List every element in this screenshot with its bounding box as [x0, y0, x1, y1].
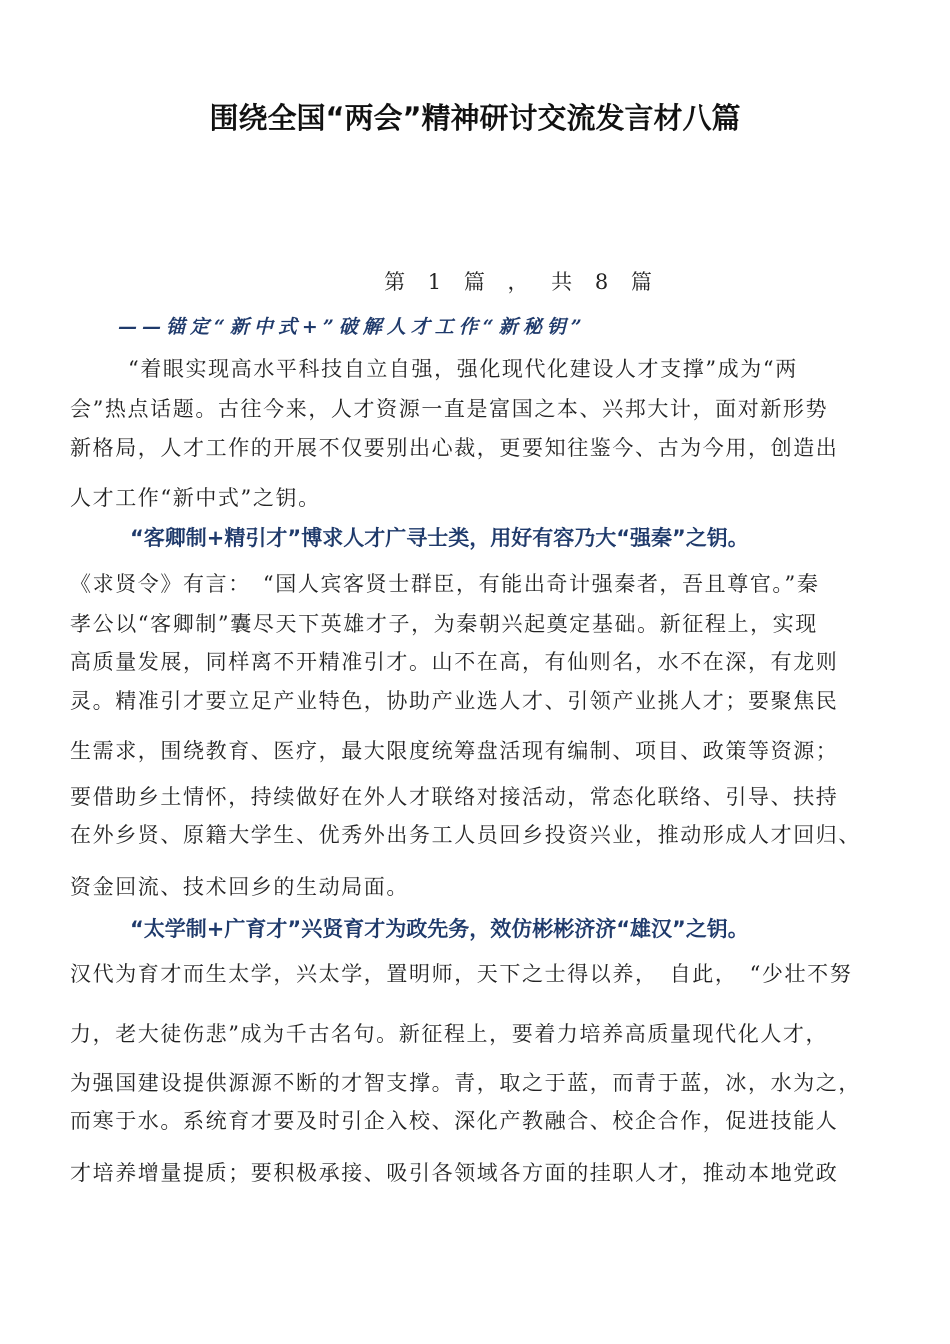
paragraph-line: 为强国建设提供源源不断的才智支撑。青，取之于蓝，而青于蓝，冰，水为之，: [70, 1071, 861, 1095]
paragraph-line: 《求贤令》有言： “国人宾客贤士群臣，有能出奇计强秦者，吾且尊官。”秦: [70, 572, 820, 596]
paragraph-line: 新格局，人才工作的开展不仅要别出心裁，更要知往鉴今、古为今用，创造出: [70, 436, 839, 460]
article-subtitle: ——锚定“新中式+”破解人才工作“新秘钥”: [118, 316, 587, 338]
paragraph-line: 才培养增量提质；要积极承接、吸引各领域各方面的挂职人才，推动本地党政: [70, 1161, 839, 1185]
paragraph-line: 生需求，围绕教育、医疗，最大限度统筹盘活现有编制、项目、政策等资源；: [70, 739, 839, 763]
paragraph-line: 在外乡贤、原籍大学生、优秀外出务工人员回乡投资兴业，推动形成人才回归、: [70, 823, 861, 847]
paragraph-line: 而寒于水。系统育才要及时引企入校、深化产教融合、校企合作，促进技能人: [70, 1109, 839, 1133]
paragraph-line: 人才工作“新中式”之钥。: [70, 486, 321, 510]
paragraph-line: 力，老大徒伤悲”成为千古名句。新征程上，要着力培养高质量现代化人才，: [70, 1022, 829, 1046]
paragraph-line: 灵。精准引才要立足产业特色，协助产业选人才、引领产业挑人才；要聚焦民: [70, 689, 839, 713]
paragraph-line: 汉代为育才而生太学，兴太学，置明师，天下之士得以养， 自此， “少壮不努: [70, 962, 853, 986]
paragraph-line: 要借助乡土情怀，持续做好在外人才联络对接活动，常态化联络、引导、扶持: [70, 785, 839, 809]
paragraph-line: 资金回流、技术回乡的生动局面。: [70, 875, 409, 899]
document-title: 围绕全国“两会”精神研讨交流发言材八篇: [209, 101, 741, 135]
paragraph-line: 孝公以“客卿制”囊尽天下英雄才子，为秦朝兴起奠定基础。新征程上，实现: [70, 612, 818, 636]
article-counter: 第 1 篇 ， 共 8 篇: [384, 270, 660, 294]
section-heading: “太学制+广育才”兴贤育才为政先务，效仿彬彬济济“雄汉”之钥。: [130, 917, 749, 941]
section-heading: “客卿制+精引才”博求人才广寻士类，用好有容乃大“强秦”之钥。: [130, 526, 749, 550]
paragraph-line: 高质量发展，同样离不开精准引才。山不在高，有仙则名，水不在深，有龙则: [70, 650, 839, 674]
paragraph-line: 会”热点话题。古往今来，人才资源一直是富国之本、兴邦大计，面对新形势: [70, 397, 829, 421]
paragraph-line: “着眼实现高水平科技自立自强，强化现代化建设人才支撑”成为“两: [128, 357, 798, 381]
